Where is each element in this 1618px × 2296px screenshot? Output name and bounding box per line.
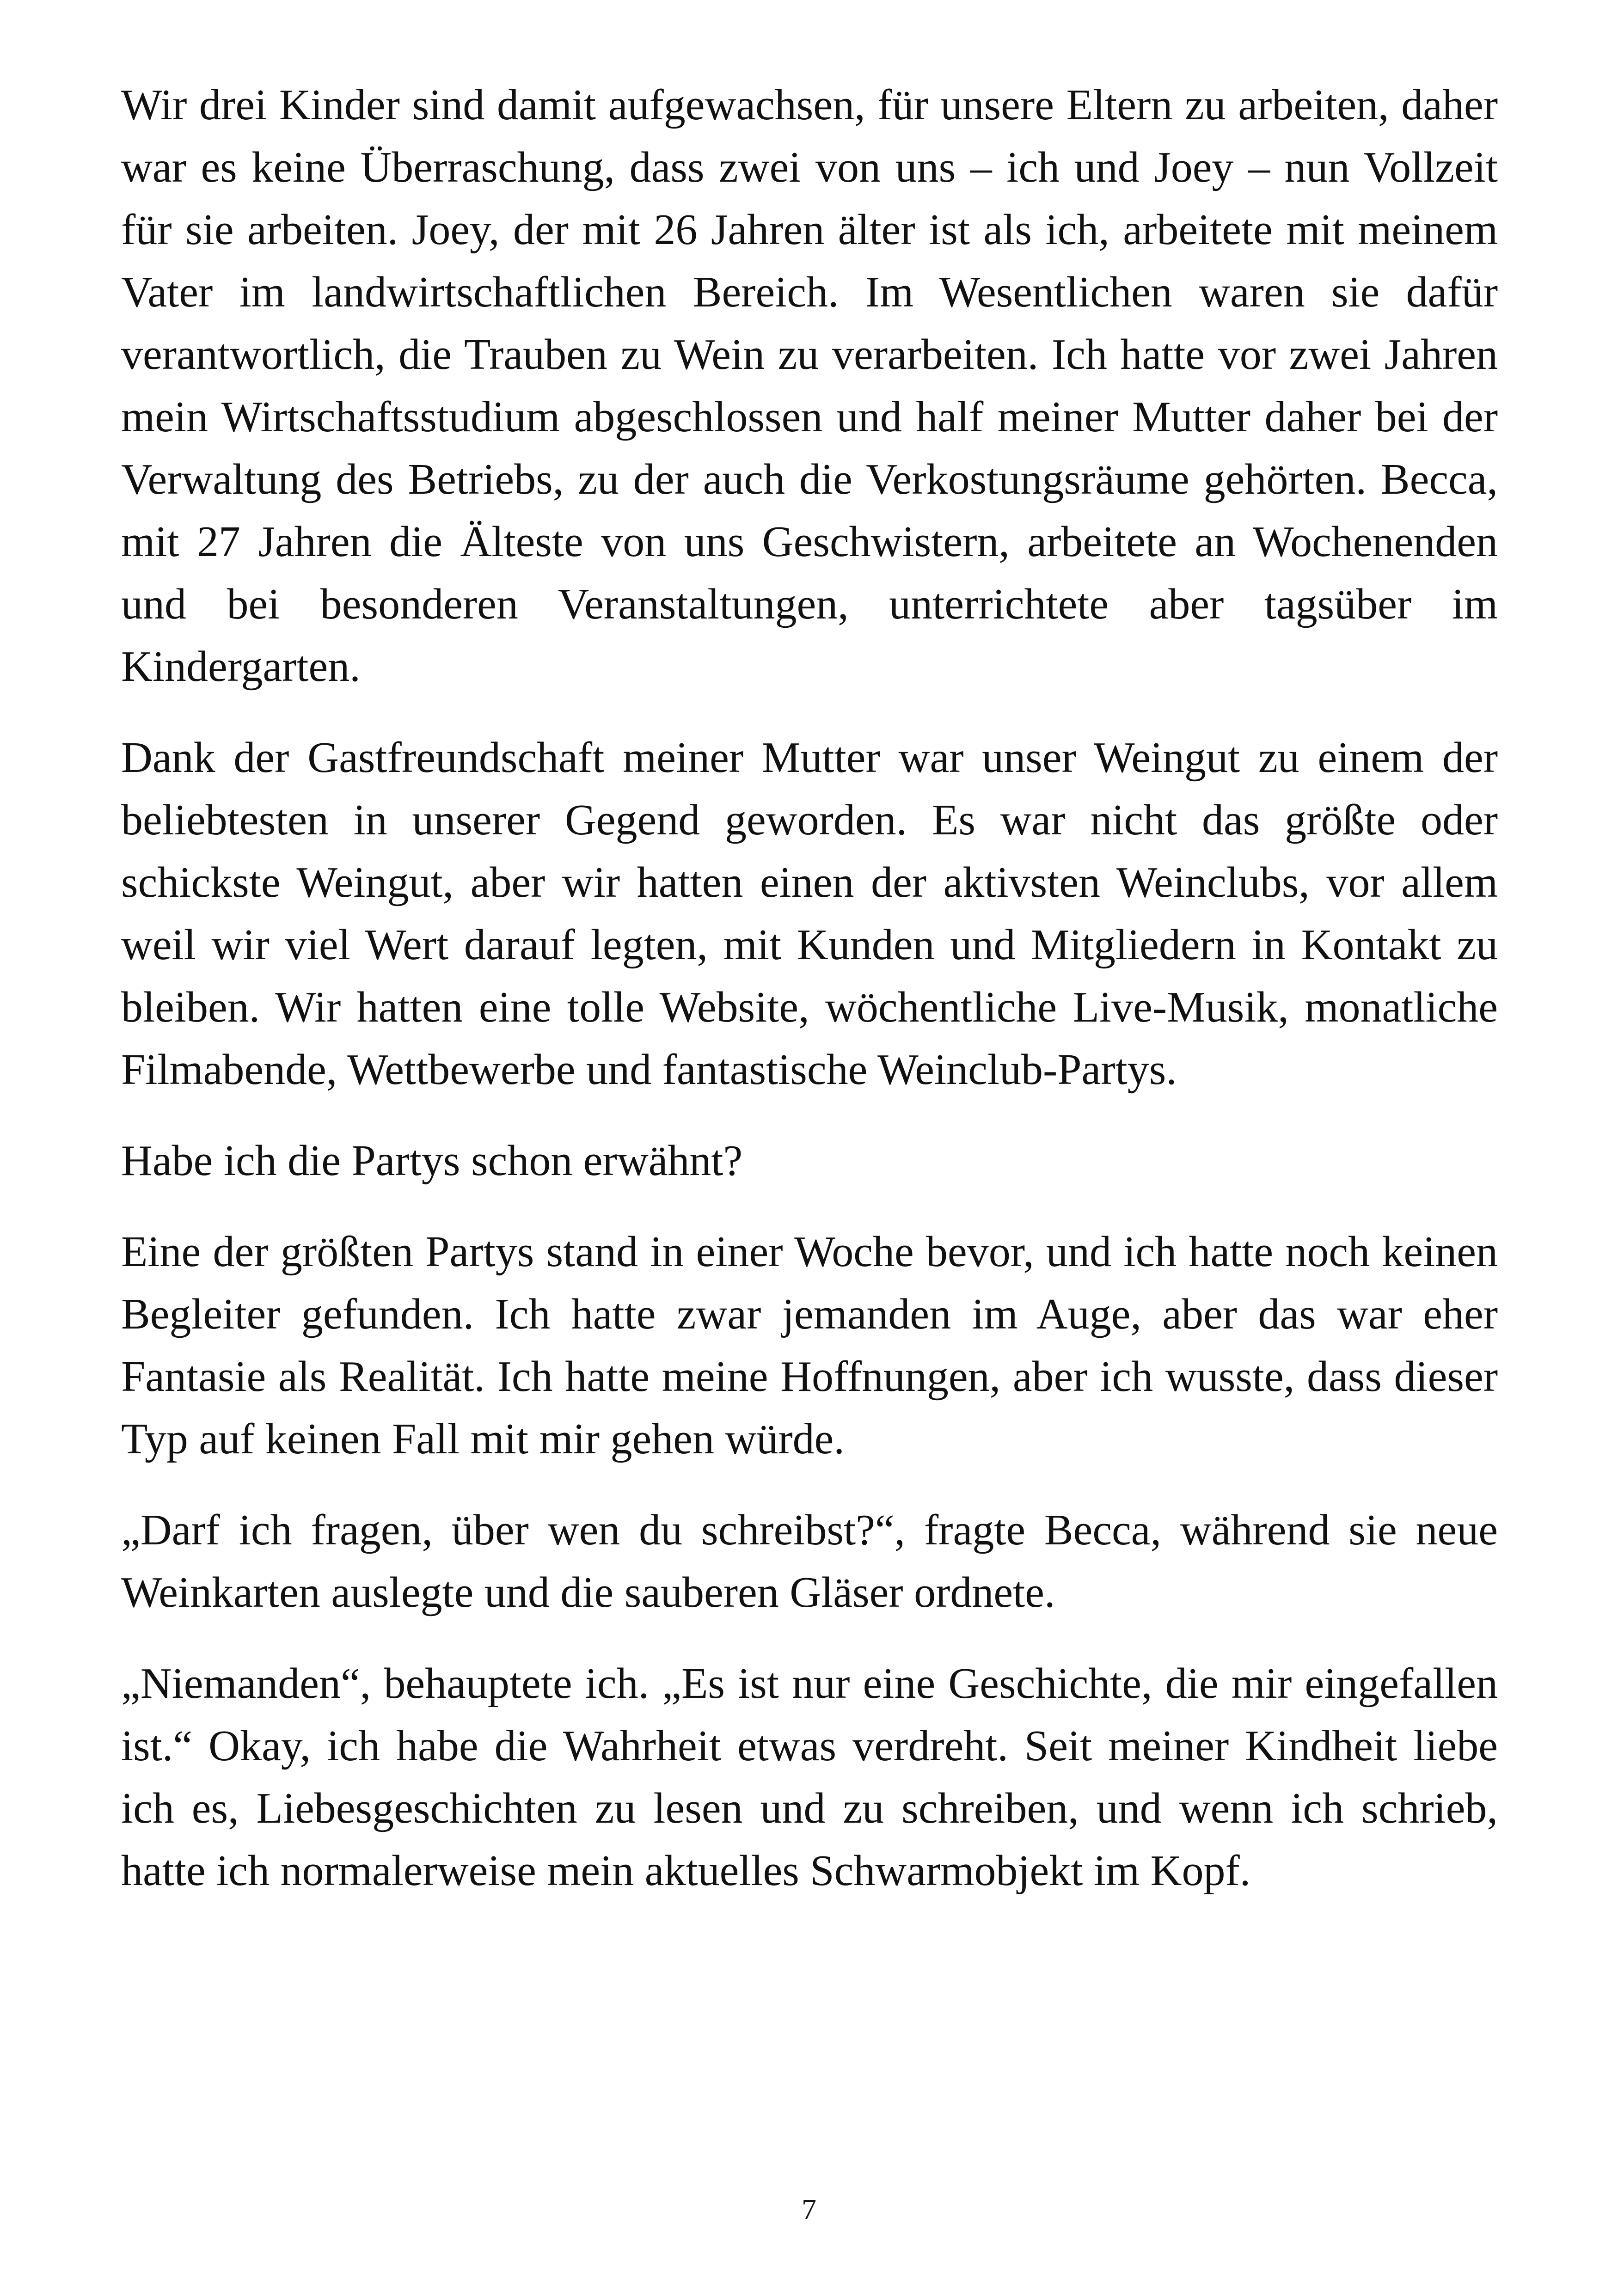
page-number: 7 [802,2193,816,2226]
paragraph-2: Dank der Gastfreundschaft meiner Mutter war unser Weingut zu einem der beliebtesten in unserer Gegend geworden. Es war nicht das größte oder schickste Weingut, aber wir hatten einen der aktivsten Weinclubs, vor allem weil wir viel Wert darauf legten, mit Kunden und Mitgliedern in Kontakt zu bleiben. Wir hatten eine tolle Website, wöchentliche Live-Musik, monatliche Filmabende, Wettbewerbe und fantastische Weinclub-Partys. [121,734,1498,1094]
paragraph-1: Wir drei Kinder sind damit aufgewachsen, für unsere Eltern zu arbeiten, daher war es keine Überraschung, dass zwei von uns – ich und Joey – nun Vollzeit für sie arbeiten. Joey, der mit 26 Jahren älter ist als ich, arbeitete mit meinem Vater im landwirtschaftlichen Bereich. Im Wesentlichen waren sie dafür verantwortlich, die Trauben zu Wein zu verarbeiten. Ich hatte vor zwei Jahren mein Wirtschaftsstudium abgeschlossen und half meiner Mutter daher bei der Verwaltung des Betriebs, zu der auch die Verkostungsräume gehörten. Becca, mit 27 Jahren die Älteste von uns Geschwistern, arbeitete an Wochenenden und bei besonderen Veranstaltungen, unterrichtete aber tagsüber im Kindergarten. [121,81,1498,691]
paragraph-4: Eine der größten Partys stand in einer Woche bevor, und ich hatte noch keinen Begleiter gefunden. Ich hatte zwar jemanden im Auge, aber das war eher Fantasie als Realität. Ich hatte meine Hoffnungen, aber ich wusste, dass dieser Typ auf keinen Fall mit mir gehen würde. [121,1228,1498,1463]
paragraph-3: Habe ich die Partys schon erwähnt? [121,1137,743,1185]
paragraph-5: „Darf ich fragen, über wen du schreibst?“, fragte Becca, während sie neue Weinkarten auslegte und die sauberen Gläser ordnete. [121,1506,1498,1616]
body-text [121,74,1498,1931]
paragraph-6: „Niemanden“, behauptete ich. „Es ist nur eine Geschichte, die mir eingefallen ist.“ Okay, ich habe die Wahrheit etwas verdreht. Seit meiner Kindheit liebe ich es, Liebesgeschichten zu lesen und zu schreiben, und wenn ich schrieb, hatte ich normalerweise mein aktuelles Schwarmobjekt im Kopf. [121,1659,1498,1895]
